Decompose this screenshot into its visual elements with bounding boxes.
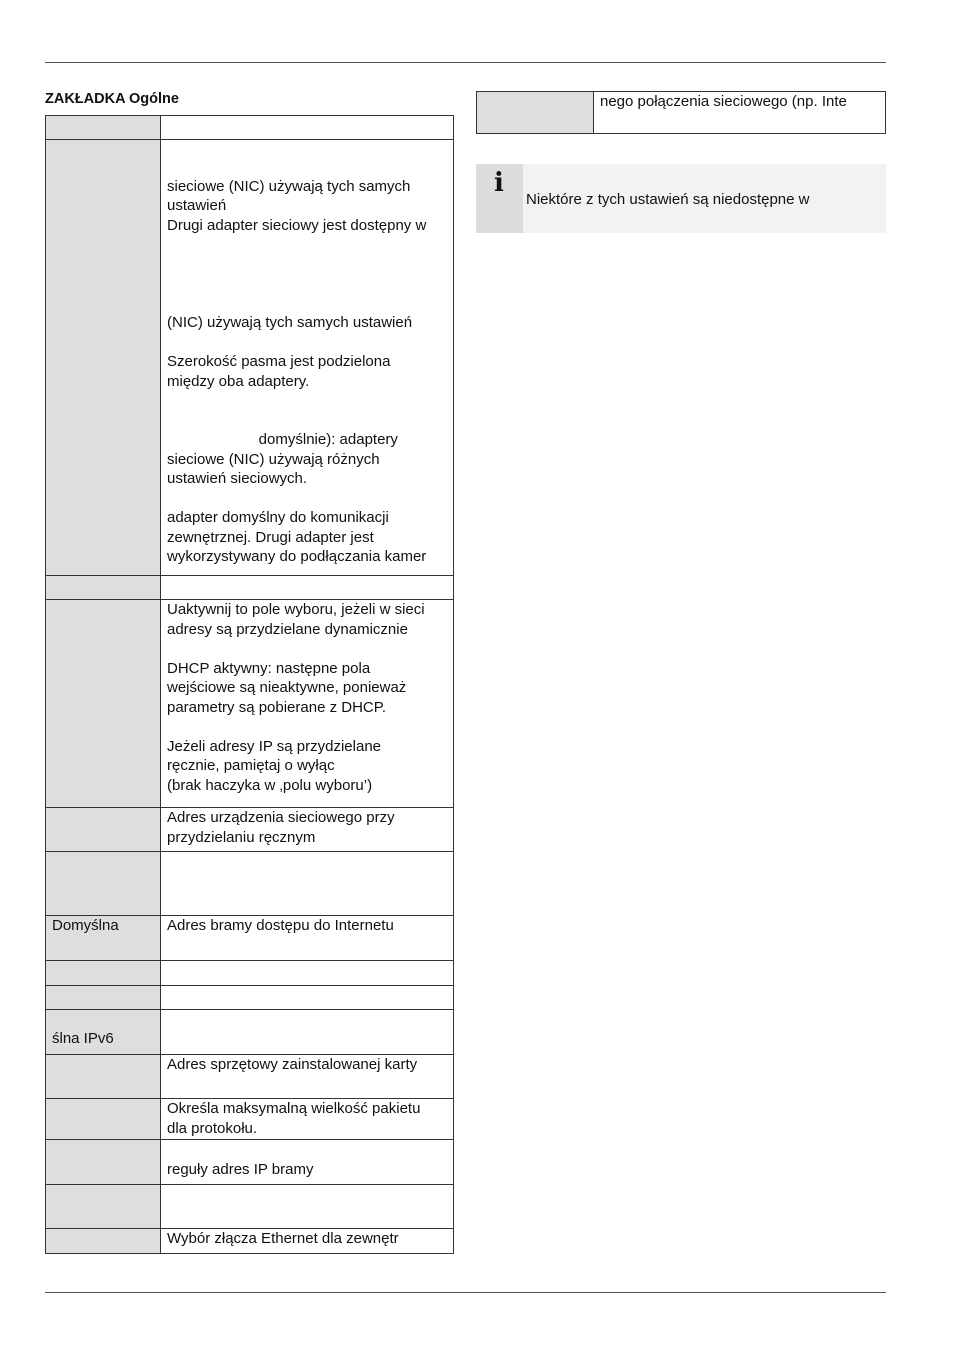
setting-desc-cell	[161, 116, 454, 140]
desc-line	[167, 157, 453, 177]
desc-line	[167, 255, 453, 275]
setting-desc-cell	[161, 1229, 454, 1254]
desc-line: Adres urządzenia sieciowego przy	[167, 809, 395, 826]
desc-line	[167, 1140, 453, 1160]
desc-line: sieciowe (NIC) używają różnych	[167, 450, 380, 468]
setting-label-cell	[46, 600, 161, 808]
table-row	[46, 1010, 454, 1055]
desc-line: Adres bramy dostępu do Internetu	[167, 917, 394, 934]
desc-line: ustawień sieciowych.	[167, 470, 308, 487]
desc-line: ręcznie, pamiętaj o wyłąc	[167, 757, 335, 774]
top-rule	[45, 62, 886, 63]
table-row	[46, 1055, 454, 1099]
table-row	[46, 986, 454, 1010]
setting-desc-cell	[161, 576, 454, 600]
desc-line	[167, 274, 453, 294]
desc-line	[167, 489, 453, 509]
desc-line: wykorzystywany do podłączania kamer	[167, 548, 427, 565]
desc-line: Uaktywnij to pole wyboru, jeżeli w sieci	[167, 601, 425, 618]
desc-line: przydzielaniu ręcznym	[167, 828, 316, 846]
table-row	[46, 1229, 454, 1254]
setting-label-cell	[46, 1185, 161, 1229]
desc-line: sieciowe (NIC) używają tych samych	[167, 177, 411, 195]
note-icon-box	[476, 164, 523, 233]
setting-label-cell	[46, 576, 161, 600]
settings-table	[45, 115, 454, 1254]
setting-desc-cell	[161, 140, 454, 576]
desc-line: Drugi adapter sieciowy jest dostępny w	[167, 216, 427, 234]
desc-line: ustawień	[167, 197, 227, 214]
setting-label-cell	[46, 916, 161, 961]
setting-label-cell	[46, 1010, 161, 1055]
desc-line	[167, 294, 453, 314]
desc-line: Szerokość pasma jest podzielona	[167, 353, 391, 370]
setting-label-cell	[46, 116, 161, 140]
table-row	[46, 916, 454, 961]
desc-line: parametry są pobierane z DHCP.	[167, 698, 386, 716]
table-row	[477, 92, 886, 134]
setting-desc-cell	[161, 1010, 454, 1055]
setting-label-cell	[46, 1055, 161, 1099]
desc-line: (NIC) używają tych samych ustawień	[167, 314, 413, 331]
setting-desc-cell	[161, 1099, 454, 1140]
desc-line	[167, 333, 453, 353]
setting-desc-cell	[161, 808, 454, 852]
side-desc-cell	[594, 92, 886, 134]
setting-label-cell	[46, 986, 161, 1010]
side-desc-text: nego połączenia sieciowego (np. Inte	[600, 93, 847, 110]
desc-line: adresy są przydzielane dynamicznie	[167, 620, 408, 638]
section-title: ZAKŁADKA Ogólne	[45, 91, 179, 107]
desc-line: zewnętrznej. Drugi adapter jest	[167, 528, 374, 546]
desc-line: dla protokołu.	[167, 1119, 258, 1137]
table-row	[46, 1185, 454, 1229]
table-row	[46, 1140, 454, 1185]
desc-line: domyślnie): adaptery	[167, 431, 398, 448]
setting-desc-cell	[161, 1140, 454, 1185]
table-row	[46, 116, 454, 140]
setting-desc-cell	[161, 916, 454, 961]
desc-line: (brak haczyka w ‚polu wyboru’)	[167, 776, 373, 794]
desc-line: między oba adaptery.	[167, 372, 310, 390]
setting-desc-cell	[161, 600, 454, 808]
bottom-rule	[45, 1292, 886, 1293]
desc-line: adapter domyślny do komunikacji	[167, 509, 389, 526]
side-table	[476, 91, 886, 134]
setting-desc-cell	[161, 961, 454, 986]
desc-line: wejściowe są nieaktywne, ponieważ	[167, 679, 407, 696]
desc-line	[167, 639, 453, 659]
table-row	[46, 140, 454, 576]
desc-line: Jeżeli adresy IP są przydzielane	[167, 737, 381, 755]
setting-label-cell	[46, 852, 161, 916]
setting-label-line2: ślna IPv6	[52, 1030, 114, 1047]
setting-desc-cell	[161, 1055, 454, 1099]
desc-line: Wybór złącza Ethernet dla zewnętr	[167, 1230, 399, 1247]
desc-line	[167, 411, 453, 431]
desc-line: Adres sprzętowy zainstalowanej karty	[167, 1056, 418, 1073]
desc-line	[167, 717, 453, 737]
table-row	[46, 808, 454, 852]
table-row	[46, 852, 454, 916]
setting-label-cell	[46, 1140, 161, 1185]
table-row	[46, 961, 454, 986]
setting-label-cell	[46, 1229, 161, 1254]
setting-desc-cell	[161, 986, 454, 1010]
desc-line: DHCP aktywny: następne pola	[167, 659, 371, 677]
note-text: Niektóre z tych ustawień są niedostępne w	[526, 191, 810, 208]
desc-line	[167, 391, 453, 411]
desc-line: reguły adres IP bramy	[167, 1160, 314, 1178]
setting-label-cell	[46, 1099, 161, 1140]
desc-line: Określa maksymalną wielkość pakietu	[167, 1100, 421, 1117]
desc-line	[167, 235, 453, 255]
table-row	[46, 1099, 454, 1140]
setting-label-cell	[46, 961, 161, 986]
setting-label-cell	[46, 808, 161, 852]
setting-desc-cell	[161, 1185, 454, 1229]
info-note	[476, 164, 886, 233]
setting-desc-cell	[161, 852, 454, 916]
setting-label: Domyślna	[52, 917, 119, 934]
setting-label-cell	[46, 140, 161, 576]
side-label-cell	[477, 92, 594, 134]
setting-label	[52, 1010, 160, 1029]
table-row	[46, 600, 454, 808]
table-row	[46, 576, 454, 600]
info-icon: i	[494, 168, 504, 198]
